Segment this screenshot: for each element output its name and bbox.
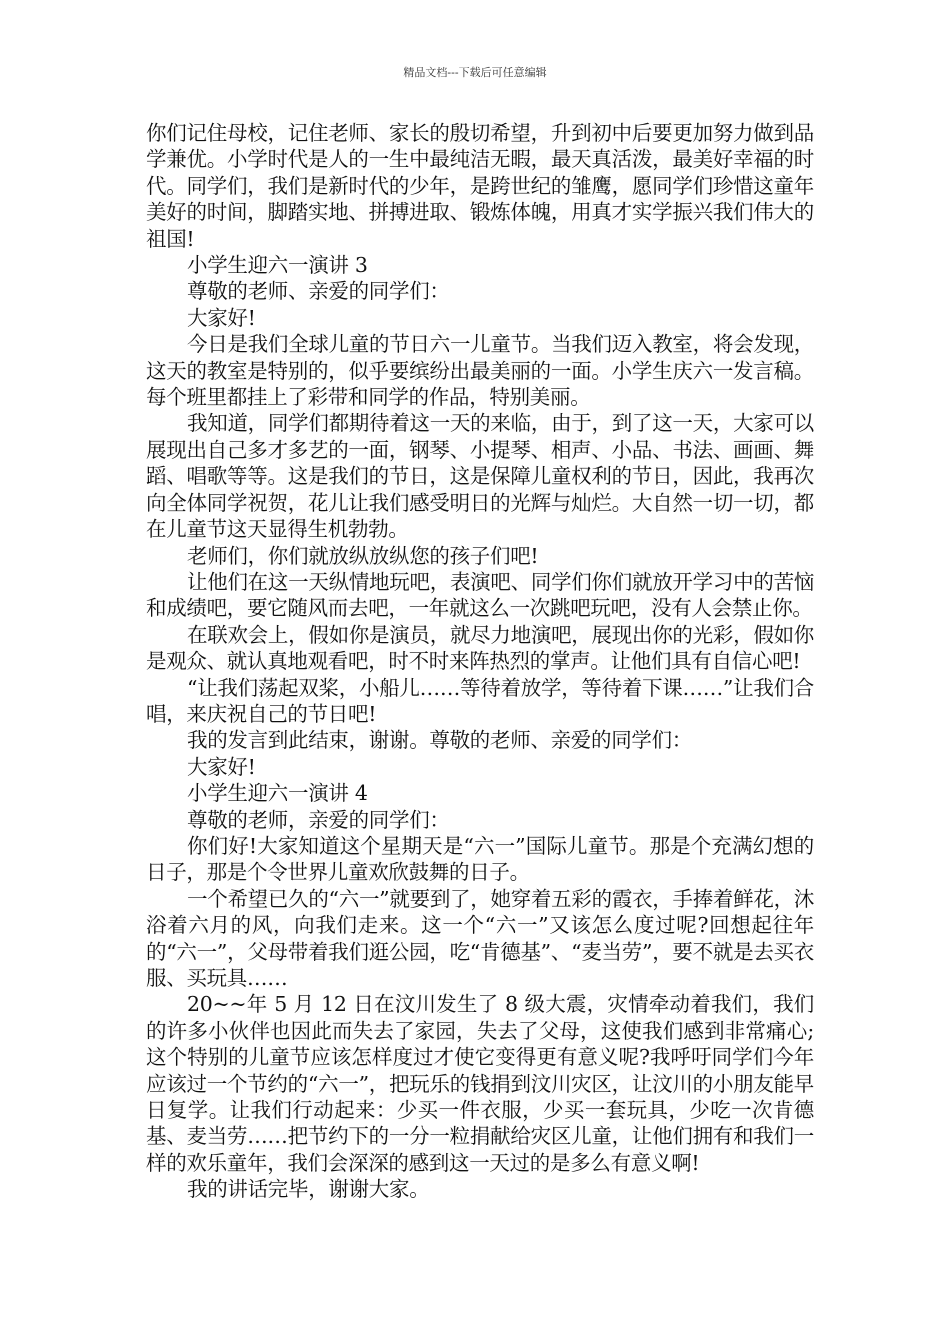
paragraph: “让我们荡起双桨，小船儿……等待着放学，等待着下课……”让我们合唱，来庆祝自己的节日吧! [146, 675, 814, 726]
section-title: 小学生迎六一演讲 3 [187, 253, 368, 278]
salutation: 尊敬的老师、亲爱的同学们： [187, 279, 450, 304]
paragraph: 在联欢会上，假如你是演员，就尽力地演吧，展现出你的光彩，假如你是观众、就认真地观看吧，时不时来阵热烈的掌声。让他们具有自信心吧! [146, 622, 814, 674]
document-body [146, 120, 814, 1203]
closing-line: 我的讲话完毕，谢谢大家。 [187, 1177, 430, 1202]
page-header: 精品文档---下载后可任意编辑 [403, 66, 547, 79]
paragraph: 20~~年 5 月 12 日在汶川发生了 8 级大震，灾情牵动着我们，我们的许多小伙伴也因此而失去了家园，失去了父母，这使我们感到非常痛心;这个特别的儿童节应该怎样度过才使它变得更有意义呢?我呼吁同学们今年应该过一个节约的“六一”，把玩乐的钱捐到汶川灾区，让汶川的小朋友能早日复学。让我们行动起来：少买一件衣服，少买一套玩具，少吃一次肯德基、麦当劳……把节约下的一分一粒捐献给灾区儿童，让他们拥有和我们一样的欢乐童年，我们会深深的感到这一天过的是多么有意义啊! [146, 992, 814, 1175]
section-title: 小学生迎六一演讲 4 [187, 781, 368, 806]
paragraph: 我知道，同学们都期待着这一天的来临，由于，到了这一天，大家可以展现出自己多才多艺的一面，钢琴、小提琴、相声、小品、书法、画画、舞蹈、唱歌等等。这是我们的节日，这是保障儿童权利的节日，因此，我再次向全体同学祝贺，花儿让我们感受明日的光辉与灿烂。大自然一切一切，都在儿童节这天显得生机勃勃。 [146, 411, 814, 542]
paragraph: 你们好!大家知道这个星期天是“六一”国际儿童节。那是个充满幻想的日子，那是个令世界儿童欢欣鼓舞的日子。 [146, 833, 814, 885]
paragraph: 老师们，你们就放纵放纵您的孩子们吧! [187, 543, 539, 568]
greeting: 大家好! [187, 754, 256, 779]
greeting: 大家好! [187, 305, 256, 330]
paragraph: 一个希望已久的“六一”就要到了，她穿着五彩的霞衣，手捧着鲜花，沐浴着六月的风，向我们走来。这一个“六一”又该怎么度过呢?回想起往年的“六一”，父母带着我们逛公园，吃“肯德基”、“麦当劳”，要不就是去买衣服、买玩具…… [146, 886, 814, 990]
paragraph: 让他们在这一天纵情地玩吧，表演吧、同学们你们就放开学习中的苦恼和成绩吧，要它随风而去吧，一年就这么一次跳吧玩吧，没有人会禁止你。 [146, 569, 814, 621]
paragraph: 今日是我们全球儿童的节日六一儿童节。当我们迈入教室，将会发现，这天的教室是特别的，似乎要缤纷出最美丽的一面。小学生庆六一发言稿。每个班里都挂上了彩带和同学的作品，特别美丽。 [146, 332, 814, 410]
paragraph: 我的发言到此结束，谢谢。尊敬的老师、亲爱的同学们： [187, 728, 692, 753]
paragraph: 你们记住母校，记住老师、家长的殷切希望，升到初中后要更加努力做到品学兼优。小学时代是人的一生中最纯洁无暇，最天真活泼，最美好幸福的时代。同学们，我们是新时代的少年，是跨世纪的雏鹰，愿同学们珍惜这童年美好的时间，脚踏实地、拼搏进取、锻炼体魄，用真才实学振兴我们伟大的祖国! [146, 121, 814, 251]
salutation: 尊敬的老师，亲爱的同学们： [187, 807, 450, 832]
